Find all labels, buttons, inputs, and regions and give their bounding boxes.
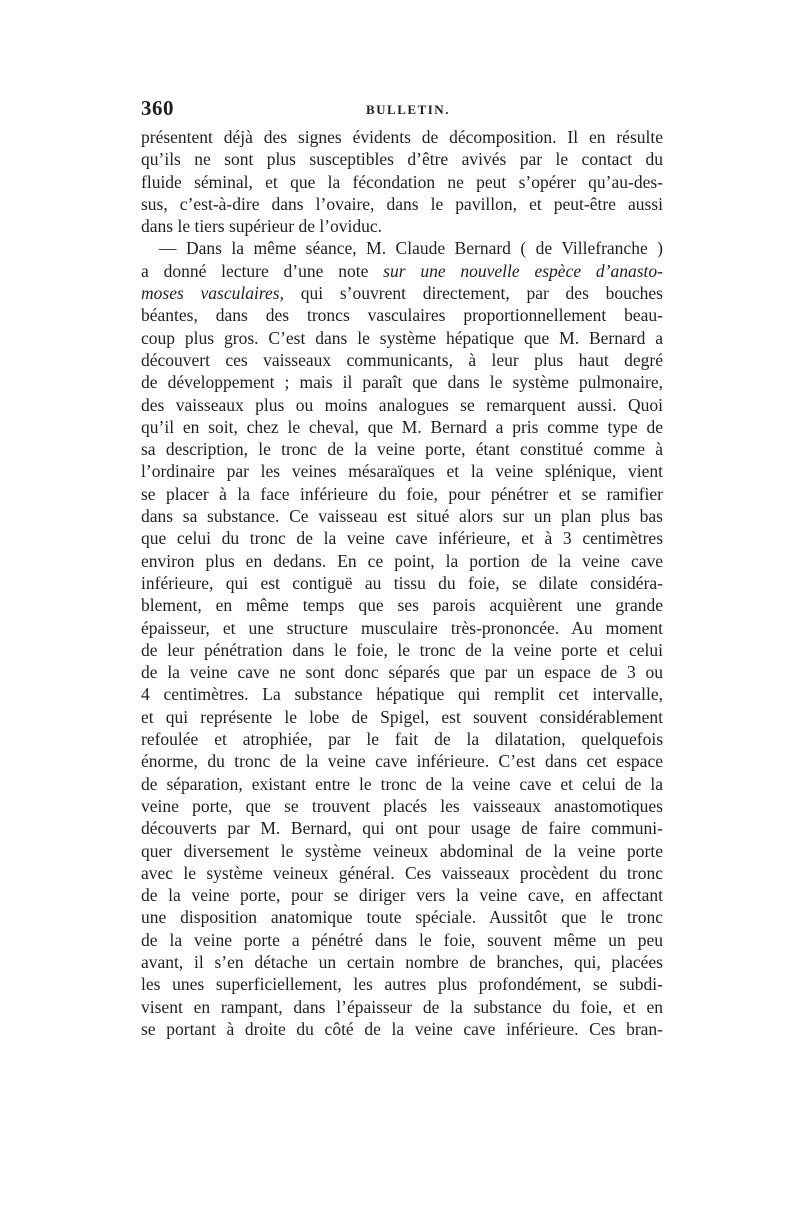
- text-line: et qui représente le lobe de Spigel, est souvent considérablement: [141, 706, 663, 727]
- text-line: avec le système veineux général. Ces vaisseaux procèdent du tronc: [141, 862, 663, 883]
- text-line: refoulée et atrophiée, par le fait de la dilatation, quelquefois: [141, 729, 663, 750]
- text-line: dans sa substance. Ce vaisseau est situé alors sur un plan plus bas: [141, 506, 663, 527]
- text-line: se portant à droite du côté de la veine cave inférieure. Ces bran-: [141, 1018, 663, 1039]
- text-line: fluide séminal, et que la fécondation ne peut s’opérer qu’au-des-: [141, 171, 663, 192]
- text-line: découverts par M. Bernard, qui ont pour usage de faire communi-: [141, 818, 663, 839]
- text-line: de séparation, existant entre le tronc de la veine cave et celui de la: [141, 773, 663, 794]
- page-number: 360: [141, 96, 174, 120]
- text-line: l’ordinaire par les veines mésaraïques et la veine splénique, vient: [141, 461, 663, 482]
- text-line: coup plus gros. C’est dans le système hépatique que M. Bernard a: [141, 327, 663, 348]
- text-line: de leur pénétration dans le foie, le tronc de la veine porte et celui: [141, 639, 663, 660]
- text-line: 4 centimètres. La substance hépatique qui remplit cet intervalle,: [141, 684, 663, 705]
- text-line: de la veine cave ne sont donc séparés que par un espace de 3 ou: [141, 662, 663, 683]
- text-line: quer diversement le système veineux abdominal de la veine porte: [141, 840, 663, 861]
- text-segment: qui s’ouvrent directement, par des bouches: [283, 283, 663, 304]
- text-line: visent en rampant, dans l’épaisseur de la substance du foie, et en: [141, 996, 663, 1017]
- running-title: BULLETIN.: [366, 102, 450, 117]
- text-line: de la veine porte, pour se diriger vers la veine cave, en affectant: [141, 885, 663, 906]
- text-line: sus, c’est-à-dire dans l’ovaire, dans le pavillon, et peut-être aussi: [141, 193, 663, 214]
- text-line: inférieure, qui est contiguë au tissu du foie, se dilate considéra-: [141, 572, 663, 593]
- body-text: [141, 126, 663, 1040]
- text-line-with-italic: [141, 282, 663, 304]
- text-line: sa description, le tronc de la veine porte, étant constitué comme à: [141, 439, 663, 460]
- italic-segment: moses vasculaires,: [141, 283, 284, 304]
- text-line: veine porte, que se trouvent placés les vaisseaux anastomotiques: [141, 795, 663, 816]
- text-line: béantes, dans des troncs vasculaires proportionnellement beau-: [141, 305, 663, 326]
- text-line: présentent déjà des signes évidents de décomposition. Il en résulte: [141, 127, 663, 147]
- text-line: une disposition anatomique toute spéciale. Aussitôt que le tronc: [141, 907, 663, 928]
- text-line: — Dans la même séance, M. Claude Bernard ( de Villefranche ): [159, 238, 663, 259]
- text-line: des vaisseaux plus ou moins analogues se remarquent aussi. Quoi: [141, 394, 663, 415]
- italic-segment: sur une nouvelle espèce d’anasto-: [383, 260, 663, 281]
- text-line: qu’ils ne sont plus susceptibles d’être avivés par le contact du: [141, 149, 663, 170]
- text-segment: a donné lecture d’une note: [141, 260, 384, 281]
- text-line: les unes superficiellement, les autres plus profondément, se subdi-: [141, 974, 663, 995]
- text-line: se placer à la face inférieure du foie, pour pénétrer et se ramifier: [141, 483, 663, 504]
- text-line-with-italic: [141, 260, 663, 282]
- text-line: blement, en même temps que ses parois acquièrent une grande: [141, 595, 663, 616]
- text-line: de développement ; mais il paraît que dans le système pulmonaire,: [141, 372, 663, 393]
- page-header: [141, 96, 661, 126]
- text-line: avant, il s’en détache un certain nombre de branches, qui, placées: [141, 951, 663, 972]
- text-line: qu’il en soit, chez le cheval, que M. Bernard a pris comme type de: [141, 416, 663, 437]
- text-line: dans le tiers supérieur de l’oviduc.: [141, 216, 383, 237]
- text-line: épaisseur, et une structure musculaire très-prononcée. Au moment: [141, 617, 663, 638]
- text-line: énorme, du tronc de la veine cave inférieure. C’est dans cet espace: [141, 751, 663, 772]
- text-line: que celui du tronc de la veine cave inférieure, et à 3 centimètres: [141, 528, 663, 549]
- text-line: environ plus en dedans. En ce point, la portion de la veine cave: [141, 550, 663, 571]
- text-line: de la veine porte a pénétré dans le foie, souvent même un peu: [141, 929, 663, 950]
- text-line: découvert ces vaisseaux communicants, à leur plus haut degré: [141, 349, 663, 370]
